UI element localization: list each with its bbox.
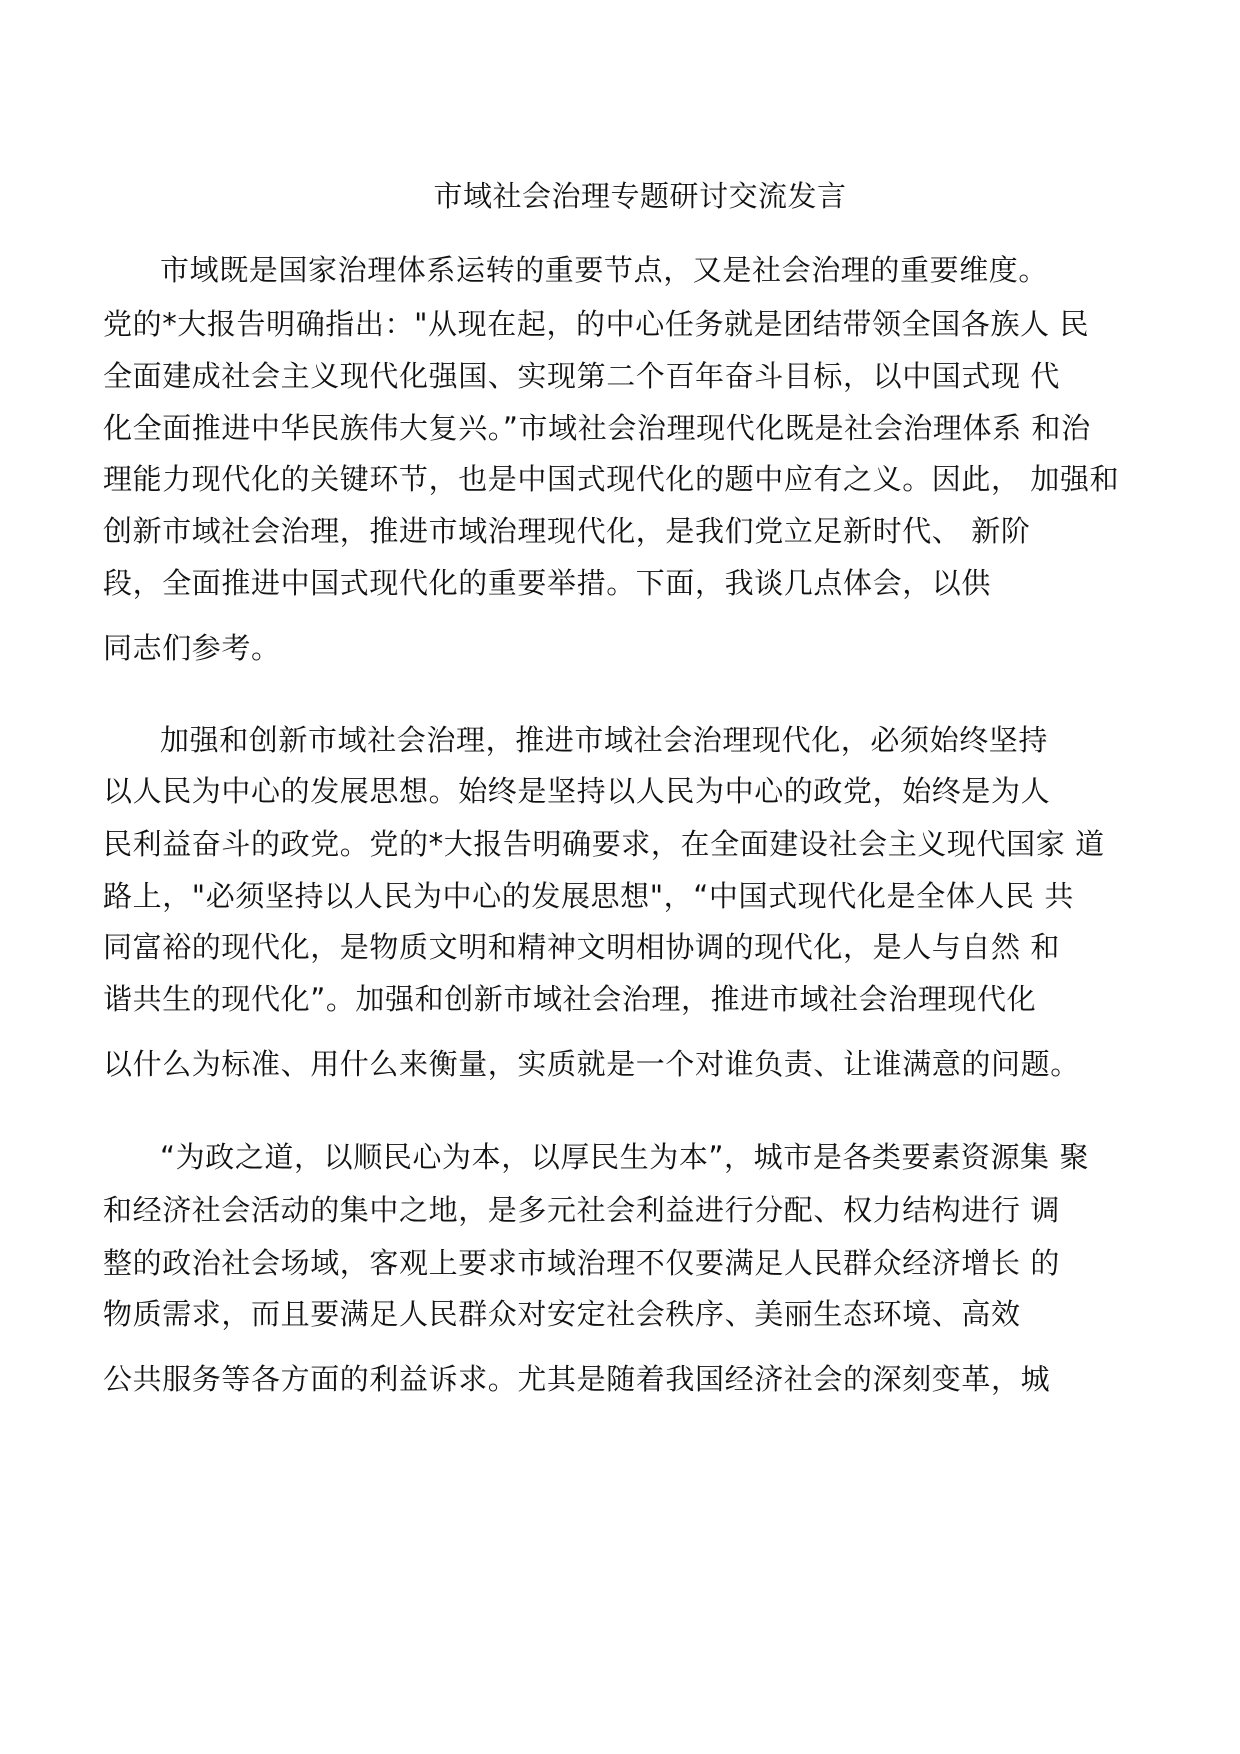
text-line: 市域既是国家治理体系运转的重要节点，又是社会治理的重要维度。 <box>160 253 1049 287</box>
text-line: 整的政治社会场域，客观上要求市域治理不仅要满足人民群众经济增长 的 <box>103 1246 1061 1280</box>
text-line: 党的*大报告明确指出："从现在起，的中心任务就是团结带领全国各族人 民 <box>103 307 1090 341</box>
text-line: 公共服务等各方面的利益诉求。尤其是随着我国经济社会的深刻变革，城 <box>103 1362 1051 1396</box>
text-line: 民利益奋斗的政党。党的*大报告明确要求，在全面建设社会主义现代国家 道 <box>103 827 1105 861</box>
text-line: 以什么为标准、用什么来衡量，实质就是一个对谁负责、让谁满意的问题。 <box>103 1047 1080 1081</box>
text-line: “为政之道，以顺民心为本，以厚民生为本”，城市是各类要素资源集 聚 <box>160 1140 1090 1174</box>
text-line: 加强和创新市域社会治理，推进市域社会治理现代化，必须始终坚持 <box>160 723 1049 757</box>
document-title: 市域社会治理专题研讨交流发言 <box>433 179 847 213</box>
text-line: 同富裕的现代化，是物质文明和精神文明相协调的现代化，是人与自然 和 <box>103 930 1061 964</box>
text-line: 创新市域社会治理，推进市域治理现代化，是我们党立足新时代、 新阶 <box>103 514 1031 548</box>
text-line: 化全面推进中华民族伟大复兴。”市域社会治理现代化既是社会治理体系 和治 <box>103 411 1091 445</box>
text-line: 同志们参考。 <box>103 631 281 665</box>
text-line: 路上，"必须坚持以人民为中心的发展思想"，“中国式现代化是全体人民 共 <box>103 879 1074 913</box>
text-line: 以人民为中心的发展思想。始终是坚持以人民为中心的政党，始终是为人 <box>103 774 1051 808</box>
text-line: 物质需求，而且要满足人民群众对安定社会秩序、美丽生态环境、高效 <box>103 1297 1021 1331</box>
text-line: 谐共生的现代化”。加强和创新市域社会治理，推进市域社会治理现代化 <box>103 982 1037 1016</box>
text-line: 段，全面推进中国式现代化的重要举措。下面，我谈几点体会，以供 <box>103 566 992 600</box>
text-line: 全面建成社会主义现代化强国、实现第二个百年奋斗目标，以中国式现 代 <box>103 359 1061 393</box>
text-line: 理能力现代化的关键环节，也是中国式现代化的题中应有之义。因此， 加强和 <box>103 462 1120 496</box>
text-line: 和经济社会活动的集中之地，是多元社会利益进行分配、权力结构进行 调 <box>103 1193 1061 1227</box>
